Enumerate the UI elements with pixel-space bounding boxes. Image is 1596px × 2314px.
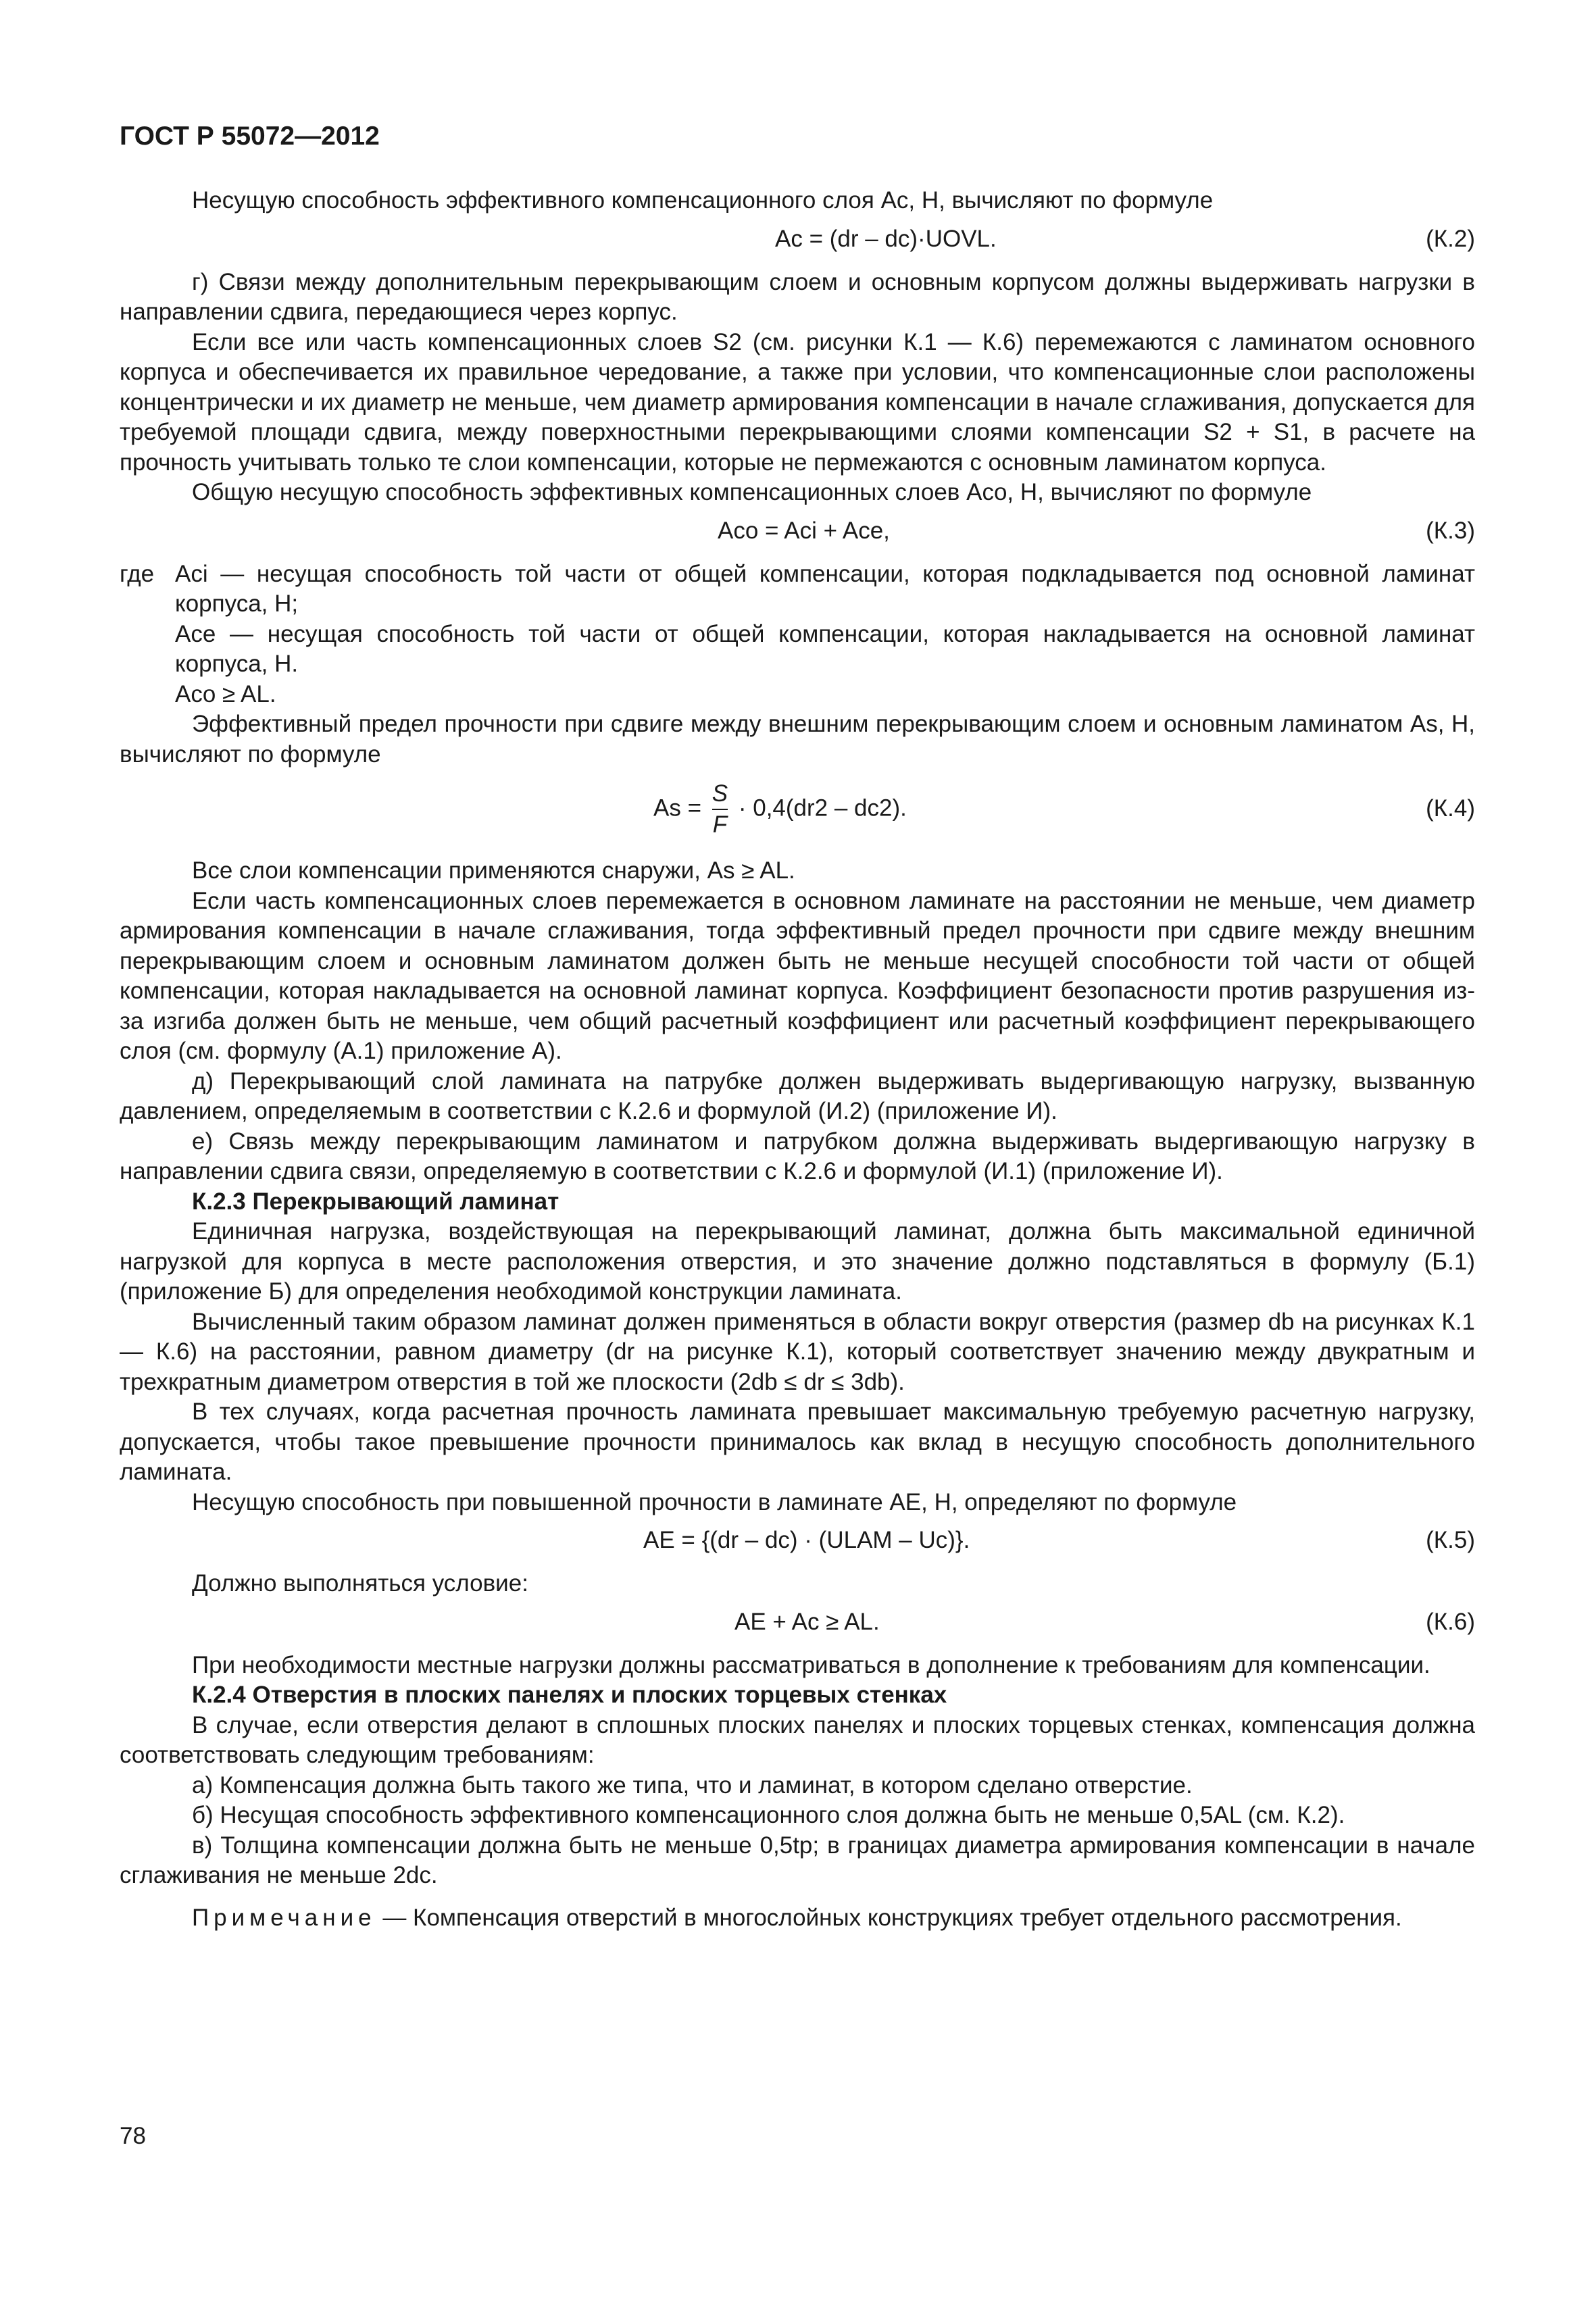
- where-item-text: Aci — несущая способность той части от общей компенсации, которая подкладывается под основной ламинат корпуса, Н;: [175, 560, 1475, 617]
- paragraph: При необходимости местные нагрузки должны рассматриваться в дополнение к требованиям для компенсации.: [192, 1651, 1430, 1678]
- paragraph: Несущую способность эффективного компенсационного слоя Ac, Н, вычисляют по формуле: [192, 187, 1214, 213]
- list-item: а) Компенсация должна быть такого же типа, что и ламинат, в котором сделано отверстие.: [192, 1771, 1193, 1799]
- formula-k2: [120, 224, 1475, 259]
- paragraph: В случае, если отверстия делают в сплошных плоских панелях и плоских торцевых стенках, компенсация должна соответствовать следующим требованиям:: [120, 1711, 1475, 1768]
- document-header: ГОСТ Р 55072—2012: [120, 122, 380, 151]
- paragraph: Эффективный предел прочности при сдвиге между внешним перекрывающим слоем и основным ламинатом As, Н, вычисляют по формуле: [120, 711, 1475, 768]
- formula-number: (К.3): [1426, 517, 1475, 544]
- paragraph: Должно выполняться условие:: [192, 1570, 528, 1596]
- formula-number: (К.5): [1426, 1527, 1475, 1553]
- list-item: б) Несущая способность эффективного компенсационного слоя должна быть не меньше 0,5AL (см. К.2).: [192, 1802, 1345, 1828]
- section-heading: К.2.3 Перекрывающий ламинат: [192, 1188, 559, 1215]
- paragraph: В тех случаях, когда расчетная прочность ламината превышает максимальную требуемую расчетную нагрузку, допускается, чтобы такое превышение прочности принималось как вклад в несущую способность дополнительного ламината.: [120, 1399, 1475, 1485]
- paragraph: г) Связи между дополнительным перекрывающим слоем и основным корпусом должны выдерживать нагрузки в направлении сдвига, передающиеся через корпус.: [120, 268, 1475, 325]
- paragraph: Общую несущую способность эффективных компенсационных слоев Aco, Н, вычисляют по формуле: [192, 479, 1312, 505]
- where-item: Ace — несущая способность той части от общей компенсации, которая накладывается на основной ламинат корпуса, Н.: [175, 620, 1475, 677]
- fraction-numerator: S: [712, 779, 728, 810]
- formula-number: (К.2): [1426, 225, 1475, 252]
- formula-expression: AE = {(dr – dc) · (ULAM – Uc)}.: [643, 1527, 970, 1553]
- note-text: — Компенсация отверстий в многослойных конструкциях требует отдельного рассмотрения.: [382, 1904, 1402, 1931]
- formula-k6: [120, 1607, 1475, 1642]
- section-heading: К.2.4 Отверстия в плоских панелях и плоских торцевых стенках: [192, 1682, 947, 1708]
- where-word: где: [120, 560, 155, 587]
- paragraph: Все слои компенсации применяются снаружи, As ≥ AL.: [192, 857, 795, 884]
- formula-lhs: As =: [653, 795, 702, 822]
- page-number: 78: [120, 2123, 146, 2149]
- paragraph: Если все или часть компенсационных слоев S2 (см. рисунки К.1 — К.6) перемежаются с ламинатом основного корпуса и обеспечивается их правильное чередование, а также при условии, что компенсационные слои расположены концентрически и их диаметр не меньше, чем диаметр армирования компенсации в начале сглаживания, допускается для требуемой площади сдвига, между поверхностными перекрывающими слоями компенсации S2 + S1, в расчете на прочность учитывать только те слои компенсации, которые не пермежаются с основным ламинатом корпуса.: [120, 328, 1475, 476]
- formula-number: (К.4): [1426, 795, 1475, 822]
- paragraph: д) Перекрывающий слой ламината на патрубке должен выдерживать выдергивающую нагрузку, вызванную давлением, определяемым в соответствии с К.2.6 и формулой (И.2) (приложение И).: [120, 1067, 1475, 1124]
- formula-expression: AE + Ac ≥ AL.: [734, 1608, 880, 1635]
- where-item: [120, 559, 1475, 620]
- formula-expression: Aco = Aci + Ace,: [718, 517, 890, 544]
- formula-number: (К.6): [1426, 1608, 1475, 1635]
- note: [120, 1903, 1475, 1934]
- formula-k3: [120, 516, 1475, 551]
- fraction-denominator: F: [712, 811, 728, 838]
- formula-fraction: [712, 779, 728, 840]
- formula-expression: Ac = (dr – dc)·UOVL.: [775, 225, 997, 252]
- list-item: в) Толщина компенсации должна быть не меньше 0,5tp; в границах диаметра армирования компенсации в начале сглаживания не меньше 2dc.: [120, 1832, 1475, 1888]
- formula-expression: [653, 779, 907, 840]
- where-item: Aco ≥ AL.: [175, 680, 276, 707]
- paragraph: е) Связь между перекрывающим ламинатом и патрубком должна выдерживать выдергивающую нагрузку в направлении сдвига связи, определяемую в соответствии с К.2.6 и формулой (И.1) (приложение И).: [120, 1128, 1475, 1184]
- document-page: [120, 120, 1475, 1933]
- paragraph: Несущую способность при повышенной прочности в ламинате AE, Н, определяют по формуле: [192, 1488, 1237, 1515]
- paragraph: Вычисленный таким образом ламинат должен применяться в области вокруг отверстия (размер db на рисунках К.1 — К.6) на расстоянии, равном диаметру (dr на рисунке К.1), который соответствует значению между двукратным и трехкратным диаметром отверстия в той же плоскости (2db ≤ dr ≤ 3db).: [120, 1308, 1475, 1395]
- formula-k5: [120, 1526, 1475, 1561]
- formula-rhs: · 0,4(dr2 – dc2).: [738, 795, 907, 822]
- paragraph: Если часть компенсационных слоев перемежается в основном ламинате на расстоянии не меньше, чем диаметр армирования компенсации в начале сглаживания, тогда эффективный предел прочности при сдвиге между внешним перекрывающим слоем и основным ламинатом должен быть не меньше несущей способности той части от общей компенсации, которая накладывается на основной ламинат корпуса. Коэффициент безопасности против разрушения из-за изгиба должен быть не меньше, чем общий расчетный коэффициент или расчетный коэффициент перекрывающего слоя (см. формулу (А.1) приложение А).: [120, 887, 1475, 1064]
- paragraph: Единичная нагрузка, воздействующая на перекрывающий ламинат, должна быть максимальной единичной нагрузкой для корпуса в месте расположения отверстия, и это значение должно подставляться в формулу (Б.1) (приложение Б) для определения необходимой конструкции ламината.: [120, 1218, 1475, 1305]
- formula-k4: [120, 779, 1475, 844]
- note-label: Примечание: [192, 1904, 376, 1931]
